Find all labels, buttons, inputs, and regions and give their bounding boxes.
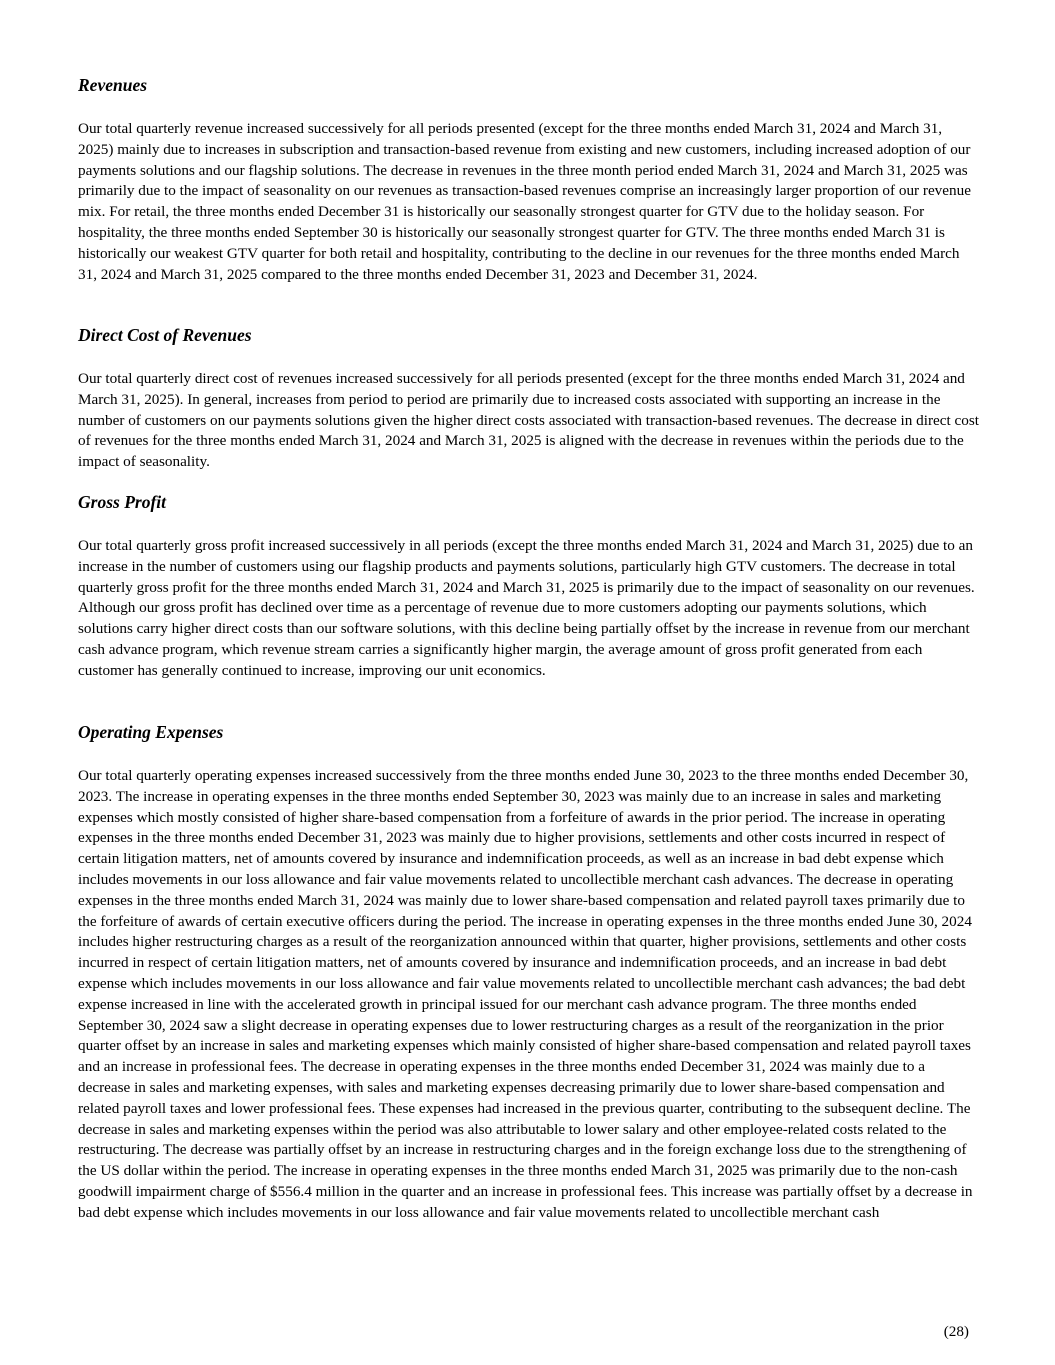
section-heading-operating-expenses: Operating Expenses bbox=[78, 722, 224, 742]
section-body-gross-profit: Our total quarterly gross profit increased successively in all periods (except the three months ended March 31, 2024 and March 31, 2025) due to an increase in the number of customers using our flagship products and payments solutions, particularly high GTV customers. The decrease in total quarterly gross profit for the three months ended March 31, 2024 and March 31, 2025 is primarily due to the impact of seasonality on our revenues. Although our gross profit has declined over time as a percentage of revenue due to more customers adopting our payments solutions, which solutions carry higher direct costs than our software solutions, with this decline being partially offset by the increase in revenue from our merchant cash advance program, which revenue stream carries a significantly higher margin, the average amount of gross profit generated from each customer has generally continued to increase, improving our unit economics. bbox=[78, 537, 975, 679]
section-heading-revenues: Revenues bbox=[78, 75, 148, 95]
page-number: (28) bbox=[943, 1323, 969, 1340]
section-heading-direct-cost-of-revenues: Direct Cost of Revenues bbox=[78, 325, 252, 345]
section-body-operating-expenses: Our total quarterly operating expenses increased successively from the three months ended June 30, 2023 to the three months ended December 30, 2023. The increase in operating expenses in the three months ended September 30, 2023 was mainly due to an increase in sales and marketing expenses which mostly consisted of higher share-based compensation from a forfeiture of awards in the prior period. The increase in operating expenses in the three months ended December 31, 2023 was mainly due to higher provisions, settlements and other costs incurred in respect of certain litigation matters, net of amounts covered by insurance and indemnification proceeds, as well as an increase in bad debt expense which includes movements in our loss allowance and fair value movements related to uncollectible merchant cash advances. The decrease in operating expenses in the three months ended March 31, 2024 was mainly due to lower share-based compensation and related payroll taxes primarily due to the forfeiture of awards of certain executive officers during the period. The increase in operating expenses in the three months ended June 30, 2024 includes higher restructuring charges as a result of the reorganization announced within that quarter, higher provisions, settlements and other costs incurred in respect of certain litigation matters, net of amounts covered by insurance and indemnification proceeds, and an increase in bad debt expense which includes movements in our loss allowance and fair value movements related to uncollectible merchant cash advances; the bad debt expense increased in line with the accelerated growth in principal issued for our merchant cash advance program. The three months ended September 30, 2024 saw a slight decrease in operating expenses due to lower restructuring charges as a result of the reorganization in the prior quarter offset by an increase in sales and marketing expenses which mainly consisted of higher share-based compensation and related payroll taxes and an increase in professional fees. The decrease in operating expenses in the three months ended December 31, 2024 was mainly due to a decrease in sales and marketing expenses, with sales and marketing expenses decreasing primarily due to lower share-based compensation and related payroll taxes and lower professional fees. These expenses had increased in the previous quarter, contributing to the subsequent decline. The decrease in sales and marketing expenses within the period was also attributable to lower salary and other employee-related costs related to the restructuring. The decrease was partially offset by an increase in restructuring charges and in the foreign exchange loss due to the strengthening of the US dollar within the period. The increase in operating expenses in the three months ended March 31, 2025 was primarily due to the non-cash goodwill impairment charge of $556.4 million in the quarter and an increase in professional fees. This increase was partially offset by a decrease in bad debt expense which includes movements in our loss allowance and fair value movements related to uncollectible merchant cash bbox=[78, 767, 973, 1221]
section-body-direct-cost-of-revenues: Our total quarterly direct cost of revenues increased successively for all periods presented (except for the three months ended March 31, 2024 and March 31, 2025). In general, increases from period to period are primarily due to increased costs associated with supporting an increase in the number of customers on our payments solutions given the higher direct costs associated with transaction-based revenues. The decrease in direct cost of revenues for the three months ended March 31, 2024 and March 31, 2025 is aligned with the decrease in revenues within the periods due to the impact of seasonality. bbox=[78, 370, 980, 471]
section-body-revenues: Our total quarterly revenue increased successively for all periods presented (except for the three months ended March 31, 2024 and March 31, 2025) mainly due to increases in subscription and transaction-based revenue from existing and new customers, including increased adoption of our payments solutions and our flagship solutions. The decrease in revenues in the three month period ended March 31, 2024 and March 31, 2025 was primarily due to the impact of seasonality on our revenues as transaction-based revenues comprise an increasingly larger proportion of our revenue mix. For retail, the three months ended December 31 is historically our seasonally strongest quarter for GTV due to the holiday season. For hospitality, the three months ended September 30 is historically our seasonally strongest quarter for GTV. The three months ended March 31 is historically our weakest GTV quarter for both retail and hospitality, contributing to the decline in our revenues for the three months ended March 31, 2024 and March 31, 2025 compared to the three months ended December 31, 2023 and December 31, 2024. bbox=[78, 120, 971, 283]
section-heading-gross-profit: Gross Profit bbox=[78, 492, 166, 512]
